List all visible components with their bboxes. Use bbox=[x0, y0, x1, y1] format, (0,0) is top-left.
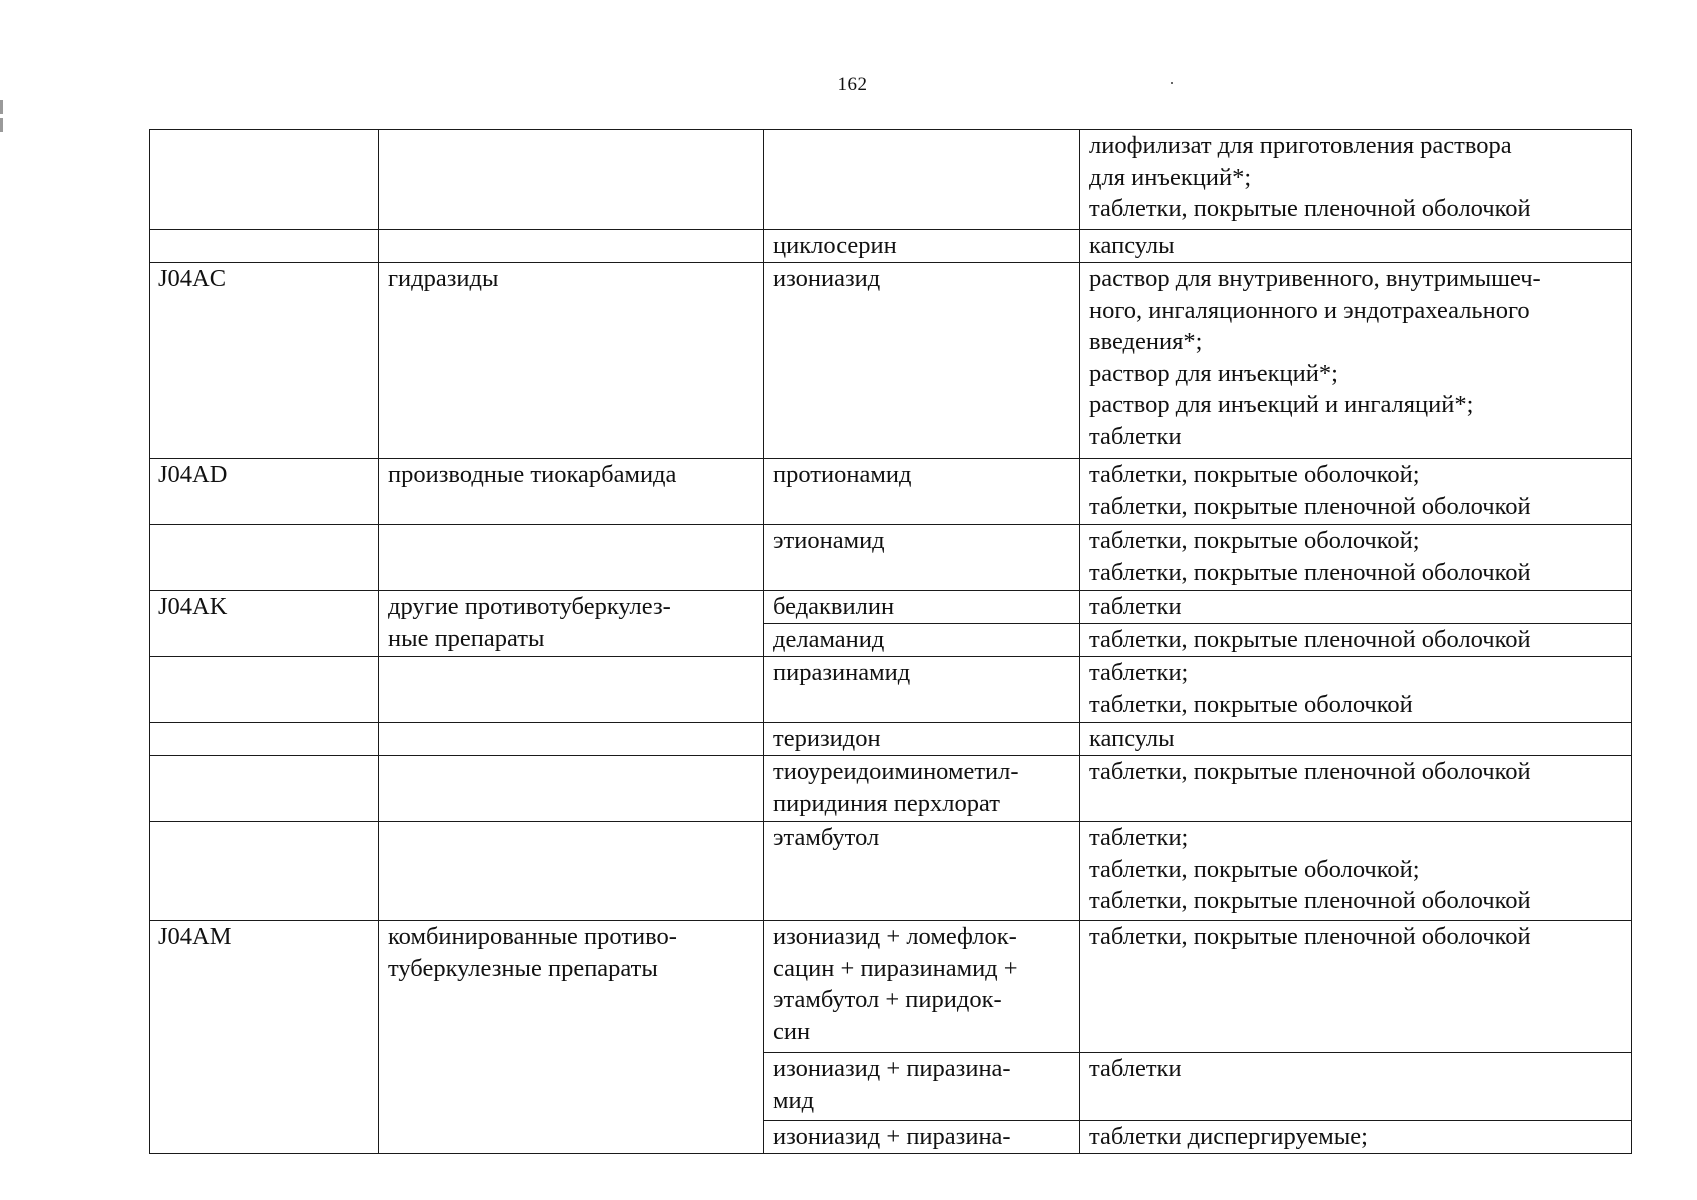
atc-code-cell bbox=[150, 525, 379, 591]
table-row bbox=[150, 591, 1632, 624]
scan-edge-mark bbox=[0, 100, 3, 114]
substance-cell: теризидон bbox=[764, 723, 1080, 756]
group-cell: производные тиокарбамида bbox=[379, 459, 764, 525]
atc-code-cell: J04AD bbox=[150, 459, 379, 525]
medication-table bbox=[149, 129, 1632, 1154]
scan-speck bbox=[1171, 82, 1173, 84]
group-cell bbox=[379, 230, 764, 263]
dosage-forms-cell: таблетки, покрытые оболочкой; таблетки, покрытые пленочной оболочкой bbox=[1080, 459, 1632, 525]
group-cell: гидразиды bbox=[379, 263, 764, 459]
table-row bbox=[150, 230, 1632, 263]
table-row bbox=[150, 130, 1632, 230]
group-cell: комбинированные противо- туберкулезные препараты bbox=[379, 921, 764, 1154]
substance-cell: пиразинамид bbox=[764, 657, 1080, 723]
scan-edge-mark bbox=[0, 118, 3, 132]
substance-cell: бедаквилин bbox=[764, 591, 1080, 624]
table-row bbox=[150, 723, 1632, 756]
dosage-forms-cell: таблетки, покрытые пленочной оболочкой bbox=[1080, 624, 1632, 657]
substance-cell: деламанид bbox=[764, 624, 1080, 657]
atc-code-cell bbox=[150, 822, 379, 921]
dosage-forms-cell: лиофилизат для приготовления раствора для инъекций*; таблетки, покрытые пленочной оболочкой bbox=[1080, 130, 1632, 230]
table-row bbox=[150, 459, 1632, 525]
atc-code-cell: J04AK bbox=[150, 591, 379, 657]
substance-cell: тиоуреидоиминометил- пиридиния перхлорат bbox=[764, 756, 1080, 822]
group-cell: другие противотуберкулез- ные препараты bbox=[379, 591, 764, 657]
table-row bbox=[150, 263, 1632, 459]
dosage-forms-cell: таблетки, покрытые оболочкой; таблетки, покрытые пленочной оболочкой bbox=[1080, 525, 1632, 591]
table-row bbox=[150, 657, 1632, 723]
atc-code-cell bbox=[150, 723, 379, 756]
table-row bbox=[150, 822, 1632, 921]
dosage-forms-cell: таблетки bbox=[1080, 591, 1632, 624]
substance-cell: этамбутол bbox=[764, 822, 1080, 921]
dosage-forms-cell: таблетки, покрытые пленочной оболочкой bbox=[1080, 756, 1632, 822]
substance-cell: циклосерин bbox=[764, 230, 1080, 263]
dosage-forms-cell: таблетки bbox=[1080, 1053, 1632, 1121]
substance-cell: изониазид + пиразина- мид bbox=[764, 1053, 1080, 1121]
dosage-forms-cell: таблетки; таблетки, покрытые оболочкой bbox=[1080, 657, 1632, 723]
dosage-forms-cell: таблетки; таблетки, покрытые оболочкой; таблетки, покрытые пленочной оболочкой bbox=[1080, 822, 1632, 921]
group-cell bbox=[379, 756, 764, 822]
atc-code-cell bbox=[150, 756, 379, 822]
atc-code-cell: J04AM bbox=[150, 921, 379, 1154]
substance-cell bbox=[764, 130, 1080, 230]
atc-code-cell bbox=[150, 230, 379, 263]
group-cell bbox=[379, 130, 764, 230]
table-row bbox=[150, 525, 1632, 591]
table-row bbox=[150, 921, 1632, 1053]
table-row bbox=[150, 756, 1632, 822]
dosage-forms-cell: таблетки диспергируемые; bbox=[1080, 1121, 1632, 1154]
substance-cell: изониазид bbox=[764, 263, 1080, 459]
atc-code-cell: J04AC bbox=[150, 263, 379, 459]
dosage-forms-cell: раствор для внутривенного, внутримышеч- ного, ингаляционного и эндотрахеального введения*; раствор для инъекций*; раствор для инъекций и ингаляций*; таблетки bbox=[1080, 263, 1632, 459]
group-cell bbox=[379, 525, 764, 591]
dosage-forms-cell: капсулы bbox=[1080, 230, 1632, 263]
substance-cell: этионамид bbox=[764, 525, 1080, 591]
dosage-forms-cell: капсулы bbox=[1080, 723, 1632, 756]
group-cell bbox=[379, 822, 764, 921]
group-cell bbox=[379, 657, 764, 723]
atc-code-cell bbox=[150, 130, 379, 230]
dosage-forms-cell: таблетки, покрытые пленочной оболочкой bbox=[1080, 921, 1632, 1053]
substance-cell: протионамид bbox=[764, 459, 1080, 525]
group-cell bbox=[379, 723, 764, 756]
atc-code-cell bbox=[150, 657, 379, 723]
substance-cell: изониазид + ломефлок- сацин + пиразинамид + этамбутол + пиридок- син bbox=[764, 921, 1080, 1053]
substance-cell: изониазид + пиразина- bbox=[764, 1121, 1080, 1154]
page-number: 162 bbox=[837, 74, 868, 95]
